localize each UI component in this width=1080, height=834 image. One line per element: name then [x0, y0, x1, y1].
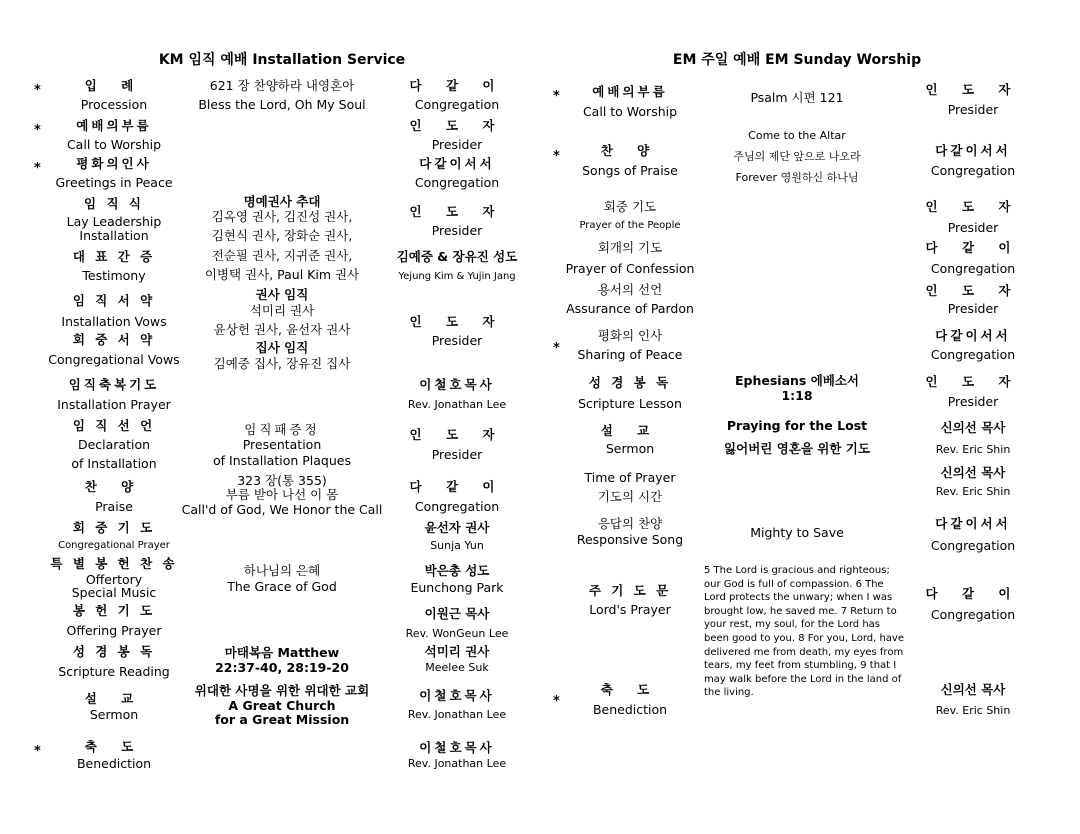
- leader-ko: 인 도 자: [925, 82, 1021, 97]
- leader-en: Sunja Yun: [430, 539, 484, 552]
- leader-ko: 다같이서서: [935, 328, 1011, 343]
- order-en: of Installation: [71, 456, 157, 471]
- leader-en: Rev. Jonathan Lee: [407, 708, 507, 721]
- order-ko: 대 표 간 증: [72, 249, 156, 264]
- leader-ko: 윤선자 권사: [424, 520, 490, 535]
- leader-ko: 인 도 자: [925, 374, 1021, 389]
- order-ko: 임 직 선 언: [72, 418, 156, 433]
- order-ko: 회 중 기 도: [72, 520, 156, 535]
- leader-ko: 다 같 이: [925, 586, 1021, 601]
- order-ko: 찬 양: [84, 479, 144, 494]
- order-en: Call to Worship: [66, 137, 162, 152]
- order-en: Installation Prayer: [57, 397, 171, 412]
- leader-en: Eunchong Park: [410, 580, 504, 595]
- order-en: Lord's Prayer: [589, 602, 671, 617]
- leader-ko: 다같이서서: [935, 516, 1011, 531]
- leader-en: Rev. Jonathan Lee: [407, 757, 507, 770]
- leader-ko: 인 도 자: [409, 314, 505, 329]
- order-en: Installation Vows: [61, 314, 167, 329]
- leader-en: Congregation: [930, 261, 1016, 276]
- scripture-verses: 22:37-40, 28:19-20: [215, 660, 349, 675]
- plaque-title: 임직패증정: [244, 422, 320, 437]
- order-en: Lay Leadership: [66, 214, 162, 229]
- leader-ko: 인 도 자: [925, 283, 1021, 298]
- leader-en: Meelee Suk: [425, 661, 489, 674]
- honor-line: 이병택 권사, Paul Kim 권사: [204, 267, 360, 282]
- plaque-en: Presentation: [242, 437, 322, 452]
- order-en: Scripture Lesson: [578, 396, 682, 411]
- plaque-en: of Installation Plaques: [213, 453, 351, 468]
- honor-line: 김현식 권사, 장화순 권사,: [211, 228, 353, 243]
- scripture-ref: Ephesians 에베소서: [734, 373, 860, 388]
- leader-en: Congregation: [930, 538, 1016, 553]
- leader-ko: 인 도 자: [409, 118, 505, 133]
- leader-ko: 다 같 이: [409, 479, 505, 494]
- order-en: Sharing of Peace: [577, 347, 683, 362]
- standing-marker: *: [34, 83, 41, 98]
- leader-ko: 이철호목사: [419, 688, 495, 703]
- order-ko: 성 경 봉 독: [588, 375, 672, 390]
- standing-marker: *: [553, 89, 560, 104]
- leader-en: Congregation: [414, 97, 500, 112]
- order-en: Responsive Song: [576, 532, 684, 547]
- psalm-reading: Psalm 시편 121: [750, 90, 844, 105]
- offertory-title: 하나님의 은혜: [243, 563, 321, 578]
- order-en: Procession: [80, 97, 148, 112]
- order-en: Assurance of Pardon: [566, 301, 694, 316]
- order-ko: 용서의 선언: [597, 282, 663, 297]
- leader-en: Rev. Eric Shin: [935, 485, 1011, 498]
- leader-en: Presider: [431, 333, 483, 348]
- order-en: Benediction: [76, 756, 152, 771]
- leader-en: Rev. Eric Shin: [935, 443, 1011, 456]
- order-ko: 회중 기도: [603, 199, 657, 214]
- leader-en: Congregation: [414, 499, 500, 514]
- kwonsa-line: 윤상헌 권사, 윤선자 권사: [213, 322, 351, 337]
- order-en: Prayer of Confession: [565, 261, 695, 276]
- order-ko: 축 도: [84, 739, 144, 754]
- order-en: Special Music: [71, 585, 157, 600]
- order-ko: 특 별 봉 헌 찬 송: [50, 556, 178, 571]
- sermon-title: 잃어버린 영혼을 위한 기도: [724, 441, 870, 456]
- leader-en: Congregation: [930, 607, 1016, 622]
- hymn-title: 621 장 찬양하라 내영혼아: [209, 78, 355, 93]
- order-en: Sermon: [605, 441, 655, 456]
- order-ko: Time of Prayer: [584, 470, 676, 485]
- order-en: Praise: [95, 499, 133, 514]
- psalm-text: 5 The Lord is gracious and righteous; our God is full of compassion. 6 The Lord protects the unwary; when I was brought low, he saved me. 7 Return to your rest, my soul, for the Lord has been good to you. 8 For you, Lord, have delivered me from death, my eyes from tears, my feet from stumbling, 9 that I may walk before the Lord in the land of the living.: [704, 565, 904, 699]
- sermon-title-en: A Great Church: [228, 698, 336, 713]
- km-title: KM 임직 예배 Installation Service: [158, 52, 406, 68]
- order-ko: 임직축복기도: [68, 377, 160, 392]
- order-ko: 임 직 식: [84, 196, 144, 211]
- leader-ko: 석미리 권사: [424, 644, 490, 659]
- sermon-title: 위대한 사명을 위한 위대한 교회: [194, 683, 370, 698]
- order-ko: 찬 양: [600, 143, 660, 158]
- order-ko: 설 교: [600, 423, 660, 438]
- leader-ko: 인 도 자: [409, 204, 505, 219]
- order-en: Installation: [79, 228, 149, 243]
- leader-en: Presider: [947, 102, 999, 117]
- order-en: Offertory: [85, 572, 143, 587]
- song-title: Come to the Altar: [748, 129, 846, 142]
- offertory-title-en: The Grace of God: [227, 579, 337, 594]
- order-en: Songs of Praise: [582, 163, 678, 178]
- leader-ko: 이철호목사: [419, 740, 495, 755]
- leader-ko: 다 같 이: [409, 78, 505, 93]
- em-title: EM 주일 예배 EM Sunday Worship: [672, 52, 922, 68]
- order-en: Greetings in Peace: [55, 175, 173, 190]
- order-ko: 예배의부름: [76, 118, 152, 133]
- order-ko: 봉 헌 기 도: [72, 603, 156, 618]
- song-title: 주님의 제단 앞으로 나오라: [733, 150, 861, 163]
- order-ko: 임 직 서 약: [72, 293, 156, 308]
- sermon-title-en: for a Great Mission: [214, 712, 350, 727]
- honor-title: 명예권사 추대: [243, 194, 321, 209]
- leader-ko: 다같이서서: [935, 143, 1011, 158]
- order-en: Sermon: [89, 707, 139, 722]
- leader-ko: 신의선 목사: [940, 420, 1006, 435]
- standing-marker: *: [553, 341, 560, 356]
- leader-en: Congregation: [930, 347, 1016, 362]
- order-ko: 성 경 봉 독: [72, 644, 156, 659]
- standing-marker: *: [34, 123, 41, 138]
- order-ko: 주 기 도 문: [588, 583, 672, 598]
- scripture-verses: 1:18: [781, 388, 813, 403]
- leader-en: Congregation: [414, 175, 500, 190]
- leader-en: Presider: [431, 223, 483, 238]
- jipsa-title: 집사 임직: [255, 340, 309, 355]
- order-en: Testimony: [82, 268, 146, 283]
- leader-ko: 신의선 목사: [940, 465, 1006, 480]
- leader-en: Presider: [431, 447, 483, 462]
- leader-ko: 다같이서서: [419, 156, 495, 171]
- leader-en: Yejung Kim & Yujin Jang: [398, 271, 516, 282]
- leader-ko: 인 도 자: [409, 427, 505, 442]
- order-en: Benediction: [592, 702, 668, 717]
- leader-en: Rev. WonGeun Lee: [405, 627, 509, 640]
- order-ko: 응답의 찬양: [597, 516, 663, 531]
- order-ko: 회개의 기도: [597, 240, 663, 255]
- leader-en: Presider: [431, 137, 483, 152]
- sermon-title-en: Praying for the Lost: [726, 418, 868, 433]
- leader-en: Presider: [947, 301, 999, 316]
- order-en: Call to Worship: [582, 104, 678, 119]
- order-en: Declaration: [77, 437, 151, 452]
- leader-en: Presider: [947, 394, 999, 409]
- leader-en: Presider: [947, 220, 999, 235]
- order-ko: 평화의인사: [76, 156, 152, 171]
- leader-en: Rev. Jonathan Lee: [407, 398, 507, 411]
- leader-ko: 다 같 이: [925, 240, 1021, 255]
- order-ko: 예배의부름: [592, 84, 668, 99]
- hymn-title-en: Bless the Lord, Oh My Soul: [198, 97, 366, 112]
- leader-ko: 이철호목사: [419, 377, 495, 392]
- order-ko: 입 례: [84, 78, 144, 93]
- order-en: Congregational Prayer: [58, 540, 170, 551]
- order-en: Prayer of the People: [579, 220, 681, 231]
- order-en: Scripture Reading: [58, 664, 170, 679]
- order-en: 기도의 시간: [597, 489, 663, 504]
- standing-marker: *: [34, 744, 41, 759]
- order-ko: 축 도: [600, 682, 660, 697]
- standing-marker: *: [553, 694, 560, 709]
- honor-line: 전순필 권사, 지귀준 권사,: [211, 248, 353, 263]
- kwonsa-title: 권사 임직: [255, 287, 309, 302]
- scripture-ref: 마태복음 Matthew: [224, 645, 340, 660]
- standing-marker: *: [34, 161, 41, 176]
- leader-ko: 박은총 성도: [424, 563, 490, 578]
- leader-ko: 신의선 목사: [940, 682, 1006, 697]
- order-ko: 평화의 인사: [597, 328, 663, 343]
- order-ko: 설 교: [84, 691, 144, 706]
- leader-ko: 이원근 목사: [424, 606, 490, 621]
- honor-line: 김옥영 권사, 김진성 권사,: [211, 209, 353, 224]
- order-en: Offering Prayer: [66, 623, 162, 638]
- leader-ko: 인 도 자: [925, 199, 1021, 214]
- response-song: Mighty to Save: [750, 525, 844, 540]
- standing-marker: *: [553, 149, 560, 164]
- leader-ko: 김예중 & 장유진 성도: [396, 249, 518, 264]
- leader-en: Rev. Eric Shin: [935, 704, 1011, 717]
- order-ko: 회 중 서 약: [72, 332, 156, 347]
- leader-en: Congregation: [930, 163, 1016, 178]
- kwonsa-line: 석미리 권사: [249, 303, 315, 318]
- order-en: Congregational Vows: [48, 352, 180, 367]
- hymn2-title-en: Call'd of God, We Honor the Call: [181, 502, 383, 517]
- hymn2-title: 부름 받아 나선 이 몸: [225, 487, 339, 502]
- hymn2-number: 323 장(통 355): [237, 473, 327, 488]
- song-title: Forever 영원하신 하나님: [735, 171, 859, 184]
- jipsa-line: 김예중 집사, 장유진 집사: [213, 356, 351, 371]
